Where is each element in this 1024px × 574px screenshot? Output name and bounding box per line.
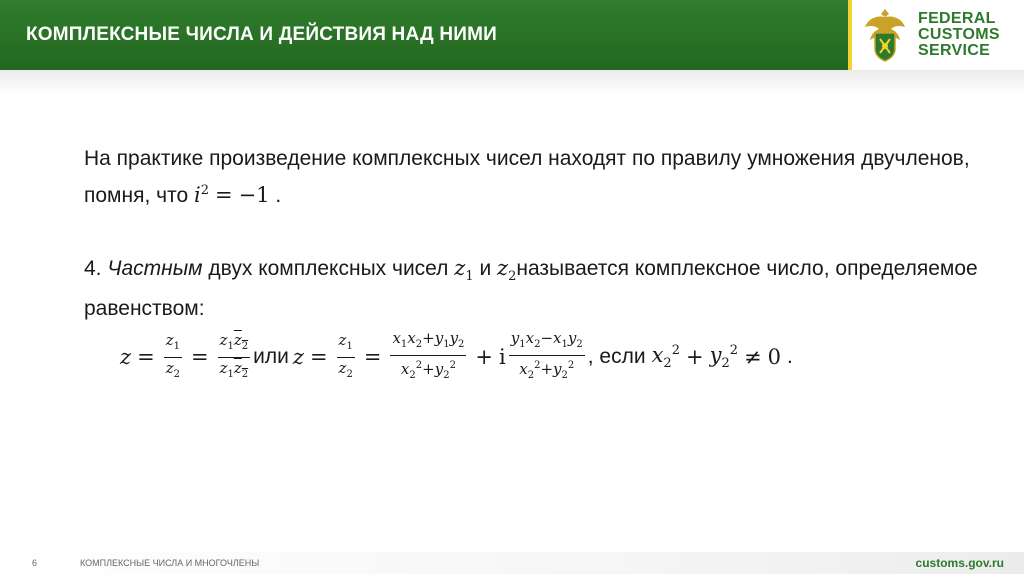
paragraph-multiplication — [84, 143, 984, 212]
formula-or: или — [253, 345, 289, 369]
page-number: 6 — [32, 558, 38, 568]
footer-title: КОМПЛЕКСНЫЕ ЧИСЛА И МНОГОЧЛЕНЫ — [80, 558, 260, 568]
customs-emblem-icon — [862, 5, 908, 65]
term-quotient: Частным — [107, 257, 203, 280]
paragraph-2-rest: называется комплексное число, определяемое равенством: — [84, 257, 978, 321]
var-z2: $z_2$ — [497, 256, 517, 285]
paragraph-2-and: и — [479, 257, 492, 280]
slide-content — [84, 143, 984, 385]
slide-title: КОМПЛЕКСНЫЕ ЧИСЛА И ДЕЙСТВИЯ НАД НИМИ — [26, 24, 497, 45]
paragraph-2-mid: двух комплексных чисел — [208, 257, 449, 280]
paragraph-1-end: . — [275, 184, 282, 207]
formula-i-squared: $i^2 = -1$ — [193, 183, 270, 207]
slide-header — [0, 0, 848, 70]
slide-footer — [0, 552, 1024, 574]
footer-website: customs.gov.ru — [915, 556, 1004, 570]
paragraph-quotient — [84, 252, 984, 325]
item-number: 4. — [84, 257, 102, 280]
formula-end: . — [787, 345, 793, 369]
logo-line-customs: CUSTOMS — [918, 26, 1000, 43]
formula-if: , если — [587, 345, 646, 369]
var-z1: $z_1$ — [454, 256, 474, 285]
header-shadow — [0, 70, 1024, 94]
logo-text — [918, 11, 1000, 59]
logo-line-service: SERVICE — [918, 42, 991, 59]
logo-line-federal: FEDERAL — [918, 10, 996, 27]
quotient-formula: z = $\frac{z_1}{z_2}$ = $\frac{z_1z_2}{z_1z_2}$ или z = $\frac{z_1}{z_2}$ = $\frac{x_1x_2+y_1y_2}{x_2^2+y_2^2}$ + i $\frac{y_1x_2-x_1y_2}{x_2^2+y_2^2}$ , если $x_2^2$ + $y_2^2$ ≠ 0 . — [120, 329, 793, 382]
logo — [852, 0, 1024, 70]
paragraph-1-text: На практике произведение комплексных чисел находят по правилу умножения двучленов, помня, что — [84, 147, 970, 207]
